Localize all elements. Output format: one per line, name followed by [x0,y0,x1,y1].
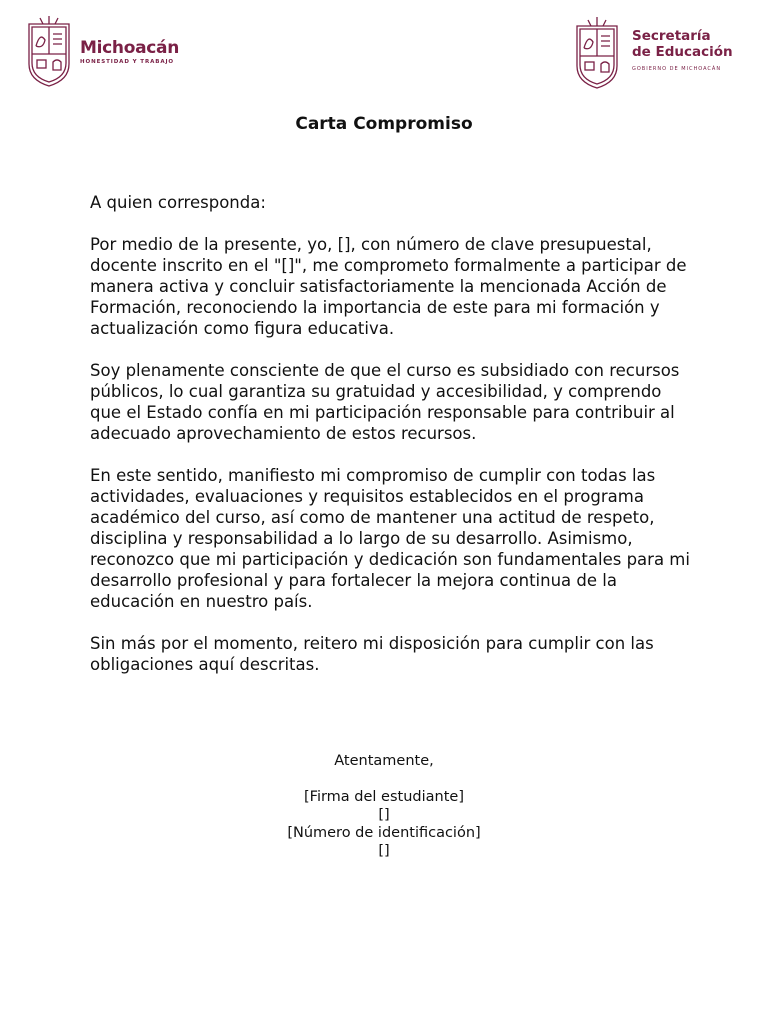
left-brand [80,38,179,65]
right-brand-line2: de Educación [632,44,733,60]
letter-body [90,192,690,696]
signature-label: [Firma del estudiante] [304,789,464,805]
spacer [0,770,768,788]
right-brand-sub: GOBIERNO DE MICHOACÁN [632,66,722,72]
signature-block [0,752,768,860]
michoacan-crest-logo [26,16,72,88]
right-brand-line1: Secretaría [632,28,711,44]
left-brand-name: Michoacán [80,38,180,58]
paragraph-2: Soy plenamente consciente de que el curso es subsidiado con recursos públicos, lo cual garantiza su gratuidad y accesibilidad, y comprendo que el Estado confía en mi participación responsable para contribuir al adecuado aprovechamiento de estos recursos. [90,361,680,443]
education-secretariat-crest-logo [574,16,620,90]
id-value: [] [378,843,390,859]
id-label: [Número de identificación] [287,825,481,841]
paragraph-1: Por medio de la presente, yo, [], con número de clave presupuestal, docente inscrito en el "[]", me comprometo formalmente a participar de manera activa y concluir satisfactoriamente la mencionada Acción de Formación, reconociendo la importancia de este para mi formación y actualización como figura educativa. [90,235,687,338]
document-title: Carta Compromiso [295,114,473,134]
right-brand [632,28,733,72]
closing: Atentamente, [334,753,434,769]
paragraph-3: En este sentido, manifiesto mi compromiso de cumplir con todas las actividades, evaluaciones y requisitos establecidos en el programa académico del curso, así como de mantener una actitud de respeto, disciplina y responsabilidad a lo largo de su desarrollo. Asimismo, reconozco que mi participación y dedicación son fundamentales para mi desarrollo profesional y para fortalecer la mejora continua de la educación en nuestro país. [90,466,690,611]
paragraph-4: Sin más por el momento, reitero mi disposición para cumplir con las obligaciones aquí descritas. [90,634,654,674]
left-brand-motto: HONESTIDAD Y TRABAJO [80,59,175,65]
greeting: A quien corresponda: [90,193,266,212]
signature-value: [] [378,807,390,823]
